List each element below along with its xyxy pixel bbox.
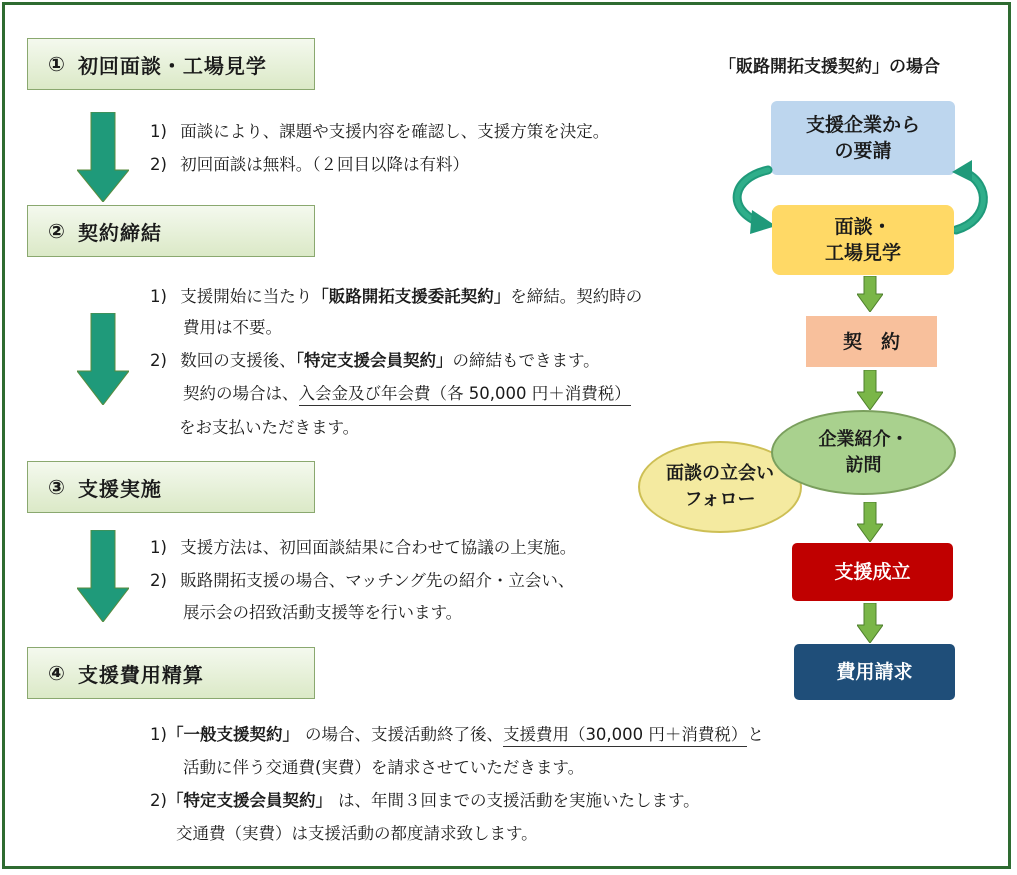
step-3-line-1 [150, 537, 576, 559]
step-2-header [27, 205, 315, 257]
step-2-line-2 [150, 350, 600, 372]
step-1-down-arrow [77, 112, 129, 202]
flow-request-box [771, 101, 955, 175]
step-4-line-2-post: は、年間３回までの支援活動を実施いたします。 [337, 791, 700, 810]
flow-arrow-2 [857, 370, 883, 410]
flow-interview-box [772, 205, 954, 275]
step-2-line-2-pre: 数回の支援後、 [180, 351, 296, 370]
step-3-line-2-text: 販路開拓支援の場合、マッチング先の紹介・立会い、 [180, 571, 575, 590]
step-2-line-1-bold: 「販路開拓支援委託契約」 [312, 287, 511, 306]
step-3-line-2-num: 2) [150, 571, 167, 590]
step-4-fee-underlined: 支援費用（30,000 円＋消費税） [503, 725, 747, 747]
step-2-line-2-cont2: をお支払いただきます。 [179, 418, 360, 437]
step-4-line-1-cont: 活動に伴う交通費(実費）を請求させていただきます。 [183, 758, 585, 777]
step-1-number: ① [48, 52, 66, 76]
step-2-line-2-cont [183, 383, 631, 405]
flow-success-box: 支援成立 [792, 543, 953, 601]
step-3-line-2-cont: 展示会の招致活動支援等を行います。 [183, 603, 463, 622]
step-1-line-2 [150, 154, 469, 176]
step-3-title: 支援実施 [77, 476, 162, 501]
step-4-line-1 [150, 724, 764, 746]
step-4-line-1-pre: の場合、支援活動終了後、 [304, 725, 503, 744]
step-2-line-1-cont: 費用は不要。 [183, 318, 282, 337]
step-4-line-2-bold: 「特定支援会員契約」 [166, 791, 332, 810]
flow-arrow-1 [857, 276, 883, 312]
flow-intro-ellipse [771, 410, 956, 495]
step-3-header [27, 461, 315, 513]
step-4-line-2-num: 2) [150, 791, 167, 810]
flow-heading: 「販路開拓支援契約」の場合 [719, 57, 940, 77]
step-2-line-2-cont-pre: 契約の場合は、 [183, 384, 299, 403]
step-2-number: ② [48, 219, 66, 243]
step-4-line-1-num: 1) [150, 725, 167, 744]
step-4-title: 支援費用精算 [77, 662, 204, 687]
flow-interview-line-2: 工場見学 [824, 242, 901, 264]
step-2-down-arrow [77, 313, 129, 405]
flow-contract-box: 契 約 [806, 316, 937, 367]
flow-followup-line-1: 面談の立会い [666, 463, 774, 484]
step-2-title: 契約締結 [77, 220, 162, 245]
flow-request-line-1: 支援企業から [805, 114, 920, 136]
step-3-down-arrow [77, 530, 129, 622]
step-2-line-1-post: を締結。契約時の [510, 287, 643, 306]
step-2-fee-underlined: 入会金及び年会費（各 50,000 円＋消費税） [299, 384, 631, 406]
step-1-title: 初回面談・工場見学 [77, 53, 267, 78]
step-2-line-2-post: の締結もできます。 [452, 351, 600, 370]
flow-arrow-3 [857, 502, 883, 542]
step-2-line-2-num: 2) [150, 351, 167, 370]
step-1-line-2-text: 初回面談は無料。（２回目以降は有料） [180, 155, 469, 174]
step-1-line-1 [150, 121, 609, 143]
step-4-line-2 [150, 790, 700, 812]
flow-billing-box: 費用請求 [794, 644, 955, 700]
step-4-header [27, 647, 315, 699]
step-2-line-1-num: 1) [150, 287, 167, 306]
flow-followup-line-2: フォロー [684, 489, 756, 510]
step-3-line-1-text: 支援方法は、初回面談結果に合わせて協議の上実施。 [180, 538, 577, 557]
step-4-number: ④ [48, 661, 66, 685]
step-1-header [27, 38, 315, 90]
step-3-number: ③ [48, 475, 66, 499]
step-2-line-2-bold: 「特定支援会員契約」 [295, 351, 453, 370]
flow-request-line-2: の要請 [834, 140, 892, 162]
step-1-line-1-text: 面談により、課題や支援内容を確認し、支援方策を決定。 [180, 122, 610, 141]
step-4-line-2-cont: 交通費（実費）は支援活動の都度請求致します。 [176, 824, 538, 843]
flow-arrow-4 [857, 603, 883, 643]
step-2-line-1-pre: 支援開始に当たり [180, 287, 313, 306]
flow-intro-line-1: 企業紹介・ [818, 428, 909, 450]
flow-intro-line-2: 訪問 [845, 454, 882, 476]
step-1-line-1-num: 1) [150, 122, 167, 141]
flow-interview-line-1: 面談・ [834, 216, 892, 238]
step-4-line-1-bold: 「一般支援契約」 [166, 725, 299, 744]
step-2-line-1 [150, 286, 642, 308]
step-3-line-2 [150, 570, 574, 592]
step-3-line-1-num: 1) [150, 538, 167, 557]
step-1-line-2-num: 2) [150, 155, 167, 174]
step-4-line-1-post: と [747, 725, 764, 744]
flow-curve-right-arrow [948, 160, 1000, 240]
